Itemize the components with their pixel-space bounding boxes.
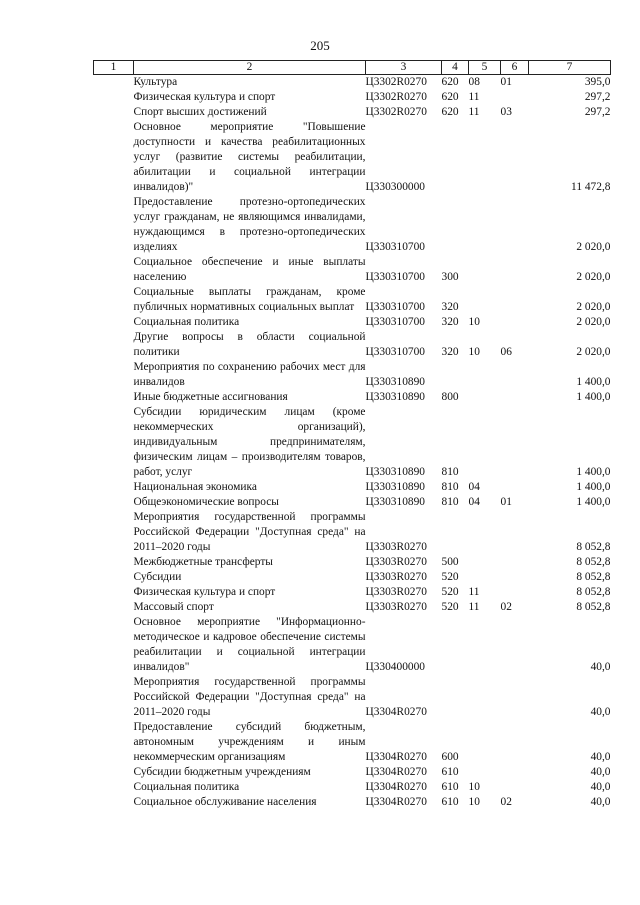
table-row xyxy=(94,585,611,600)
table-row xyxy=(94,90,611,105)
row-name: Субсидии бюджетным учреждениям xyxy=(133,766,311,778)
row-amount: 1 400,0 xyxy=(576,391,611,403)
row-amount: 2 020,0 xyxy=(576,346,611,358)
row-section: 10 xyxy=(468,796,480,808)
row-subsection xyxy=(501,390,529,405)
table-row xyxy=(94,720,611,765)
row-blank-cell xyxy=(94,585,134,600)
row-section: 04 xyxy=(468,481,480,493)
row-section xyxy=(469,255,501,285)
row-expense-type: 800 xyxy=(441,391,459,403)
table-row xyxy=(94,555,611,570)
row-amount: 40,0 xyxy=(590,706,611,718)
row-name: Социальные выплаты гражданам, кроме публичных нормативных социальных выплат xyxy=(133,286,366,313)
row-blank-cell xyxy=(94,105,134,120)
row-section xyxy=(469,765,501,780)
row-name: Социальное обслуживание населения xyxy=(133,796,317,808)
row-code: Ц330310700 xyxy=(365,316,425,328)
row-subsection: 06 xyxy=(500,346,512,358)
row-amount: 40,0 xyxy=(590,766,611,778)
table-row xyxy=(94,480,611,495)
row-name: Предоставление протезно-ортопедических услуг гражданам, не являющимся инвалидами, нуждающимся в протезно-ортопедических изделиях xyxy=(133,196,366,253)
row-amount: 1 400,0 xyxy=(576,496,611,508)
header-col-4: 4 xyxy=(442,61,469,75)
row-expense-type xyxy=(442,675,469,720)
row-code: Ц3304R0270 xyxy=(365,766,427,778)
row-name: Субсидии юридическим лицам (кроме некоммерческих организаций), индивидуальным предпринимателям, физическим лицам – производителям товаров, работ, услуг xyxy=(133,406,366,478)
header-col-7: 7 xyxy=(529,61,611,75)
row-name: Физическая культура и спорт xyxy=(133,586,276,598)
row-blank-cell xyxy=(94,780,134,795)
row-blank-cell xyxy=(94,360,134,390)
row-blank-cell xyxy=(94,120,134,195)
row-expense-type: 600 xyxy=(441,751,459,763)
row-blank-cell xyxy=(94,570,134,585)
row-code: Ц3303R0270 xyxy=(365,556,427,568)
row-code: Ц3304R0270 xyxy=(365,796,427,808)
row-subsection xyxy=(501,120,529,195)
row-expense-type xyxy=(442,615,469,675)
row-blank-cell xyxy=(94,330,134,360)
row-expense-type: 520 xyxy=(441,586,459,598)
row-subsection xyxy=(501,765,529,780)
row-section xyxy=(469,615,501,675)
row-amount: 1 400,0 xyxy=(576,376,611,388)
row-amount: 40,0 xyxy=(590,661,611,673)
row-expense-type: 320 xyxy=(441,346,459,358)
row-subsection: 02 xyxy=(500,601,512,613)
row-subsection xyxy=(501,405,529,480)
row-expense-type: 300 xyxy=(441,271,459,283)
row-blank-cell xyxy=(94,720,134,765)
table-row xyxy=(94,390,611,405)
row-name: Мероприятия государственной программы Российской Федерации "Доступная среда" на 2011–2020 годы xyxy=(133,511,366,553)
row-subsection xyxy=(501,570,529,585)
row-expense-type: 810 xyxy=(441,481,459,493)
row-code: Ц330310890 xyxy=(365,496,425,508)
row-expense-type: 620 xyxy=(441,76,459,88)
row-blank-cell xyxy=(94,615,134,675)
table-row xyxy=(94,675,611,720)
table-row xyxy=(94,330,611,360)
row-blank-cell xyxy=(94,285,134,315)
page-number: 205 xyxy=(310,38,330,53)
row-blank-cell xyxy=(94,495,134,510)
row-expense-type xyxy=(442,120,469,195)
row-subsection: 02 xyxy=(500,796,512,808)
row-subsection xyxy=(501,555,529,570)
row-name: Субсидии xyxy=(133,571,182,583)
row-name: Массовый спорт xyxy=(133,601,214,613)
row-blank-cell xyxy=(94,315,134,330)
header-col-2: 2 xyxy=(134,61,366,75)
row-amount: 8 052,8 xyxy=(576,571,611,583)
row-blank-cell xyxy=(94,390,134,405)
row-blank-cell xyxy=(94,480,134,495)
row-amount: 1 400,0 xyxy=(576,466,611,478)
row-code: Ц330310890 xyxy=(365,481,425,493)
row-blank-cell xyxy=(94,255,134,285)
row-code: Ц3304R0270 xyxy=(365,706,427,718)
table-row xyxy=(94,255,611,285)
row-code: Ц3303R0270 xyxy=(365,571,427,583)
row-code: Ц3303R0270 xyxy=(365,541,427,553)
row-subsection xyxy=(501,780,529,795)
row-subsection: 01 xyxy=(500,496,512,508)
row-subsection: 01 xyxy=(500,76,512,88)
row-amount: 2 020,0 xyxy=(576,316,611,328)
row-expense-type: 520 xyxy=(441,571,459,583)
table-row xyxy=(94,105,611,120)
row-blank-cell xyxy=(94,90,134,105)
row-name: Общеэкономические вопросы xyxy=(133,496,279,508)
row-subsection: 03 xyxy=(500,106,512,118)
row-amount: 40,0 xyxy=(590,796,611,808)
table-row xyxy=(94,765,611,780)
row-blank-cell xyxy=(94,75,134,91)
row-subsection xyxy=(501,90,529,105)
row-expense-type: 610 xyxy=(441,796,459,808)
row-amount: 395,0 xyxy=(584,76,611,88)
row-name: Другие вопросы в области социальной политики xyxy=(133,331,366,358)
row-code: Ц3303R0270 xyxy=(365,601,427,613)
row-section: 10 xyxy=(468,316,480,328)
row-expense-type: 500 xyxy=(441,556,459,568)
row-blank-cell xyxy=(94,600,134,615)
table-row xyxy=(94,795,611,810)
row-subsection xyxy=(501,285,529,315)
row-name: Мероприятия государственной программы Российской Федерации "Доступная среда" на 2011–2020 годы xyxy=(133,676,366,718)
row-blank-cell xyxy=(94,405,134,480)
row-code: Ц330310700 xyxy=(365,346,425,358)
row-subsection xyxy=(501,360,529,390)
row-section: 11 xyxy=(468,601,480,613)
row-blank-cell xyxy=(94,675,134,720)
row-code: Ц330310700 xyxy=(365,301,425,313)
row-amount: 297,2 xyxy=(584,91,611,103)
row-expense-type: 810 xyxy=(441,466,459,478)
row-name: Основное мероприятие "Повышение доступности и качества реабилитационных услуг (развитие системы реабилитации, абилитации и социальной интеграции инвалидов)" xyxy=(133,121,366,193)
row-name: Национальная экономика xyxy=(133,481,257,493)
row-expense-type: 810 xyxy=(441,496,459,508)
row-subsection xyxy=(501,315,529,330)
row-name: Социальное обеспечение и иные выплаты населению xyxy=(133,256,366,283)
row-section xyxy=(469,195,501,255)
row-section xyxy=(469,720,501,765)
header-row xyxy=(94,61,611,75)
table-row xyxy=(94,780,611,795)
table-row xyxy=(94,510,611,555)
row-amount: 297,2 xyxy=(584,106,611,118)
row-expense-type xyxy=(442,195,469,255)
row-name: Мероприятия по сохранению рабочих мест для инвалидов xyxy=(133,361,366,388)
row-subsection xyxy=(501,195,529,255)
row-blank-cell xyxy=(94,555,134,570)
row-amount: 8 052,8 xyxy=(576,586,611,598)
row-expense-type: 610 xyxy=(441,781,459,793)
row-name: Межбюджетные трансферты xyxy=(133,556,273,568)
table-body xyxy=(94,75,611,811)
table-row xyxy=(94,315,611,330)
table-row xyxy=(94,615,611,675)
row-expense-type: 620 xyxy=(441,91,459,103)
row-expense-type: 620 xyxy=(441,106,459,118)
row-amount: 8 052,8 xyxy=(576,601,611,613)
row-code: Ц3302R0270 xyxy=(365,76,427,88)
row-section xyxy=(469,120,501,195)
table-row xyxy=(94,570,611,585)
row-amount: 8 052,8 xyxy=(576,541,611,553)
row-blank-cell xyxy=(94,510,134,555)
row-code: Ц330310700 xyxy=(365,271,425,283)
row-amount: 40,0 xyxy=(590,751,611,763)
row-amount: 2 020,0 xyxy=(576,301,611,313)
row-name: Культура xyxy=(133,76,178,88)
row-amount: 1 400,0 xyxy=(576,481,611,493)
row-code: Ц3302R0270 xyxy=(365,91,427,103)
table-row xyxy=(94,195,611,255)
row-expense-type xyxy=(442,360,469,390)
row-section xyxy=(469,510,501,555)
header-col-5: 5 xyxy=(469,61,501,75)
row-name: Спорт высших достижений xyxy=(133,106,267,118)
header-col-6: 6 xyxy=(501,61,529,75)
table-row xyxy=(94,405,611,480)
row-expense-type: 520 xyxy=(441,601,459,613)
row-section xyxy=(469,405,501,480)
row-subsection xyxy=(501,675,529,720)
row-amount: 40,0 xyxy=(590,781,611,793)
table-row xyxy=(94,360,611,390)
row-section xyxy=(469,390,501,405)
row-name: Иные бюджетные ассигнования xyxy=(133,391,288,403)
row-name: Социальная политика xyxy=(133,316,240,328)
table-row xyxy=(94,495,611,510)
row-name: Предоставление субсидий бюджетным, автономным учреждениям и иным некоммерческим организациям xyxy=(133,721,366,763)
row-amount: 2 020,0 xyxy=(576,271,611,283)
row-subsection xyxy=(501,585,529,600)
row-amount: 11 472,8 xyxy=(571,181,611,193)
row-name: Физическая культура и спорт xyxy=(133,91,276,103)
row-expense-type: 320 xyxy=(441,316,459,328)
row-section: 11 xyxy=(468,91,480,103)
header-col-3: 3 xyxy=(366,61,442,75)
row-code: Ц330310890 xyxy=(365,391,425,403)
row-code: Ц3304R0270 xyxy=(365,781,427,793)
row-amount: 8 052,8 xyxy=(576,556,611,568)
row-section xyxy=(469,285,501,315)
row-section: 08 xyxy=(468,76,480,88)
row-amount: 2 020,0 xyxy=(576,241,611,253)
row-code: Ц330310890 xyxy=(365,376,425,388)
row-code: Ц3302R0270 xyxy=(365,106,427,118)
row-subsection xyxy=(501,480,529,495)
row-blank-cell xyxy=(94,195,134,255)
row-code: Ц330310890 xyxy=(365,466,425,478)
row-section xyxy=(469,555,501,570)
table-row xyxy=(94,600,611,615)
row-code: Ц3304R0270 xyxy=(365,751,427,763)
row-expense-type: 320 xyxy=(441,301,459,313)
table-row xyxy=(94,75,611,91)
row-section: 04 xyxy=(468,496,480,508)
header-col-1: 1 xyxy=(94,61,134,75)
row-subsection xyxy=(501,510,529,555)
row-name: Основное мероприятие "Информационно-методическое и кадровое обеспечение системы реабилитации и социальной интеграции инвалидов" xyxy=(133,616,366,673)
row-section xyxy=(469,570,501,585)
row-section: 10 xyxy=(468,781,480,793)
row-name: Социальная политика xyxy=(133,781,240,793)
row-subsection xyxy=(501,615,529,675)
row-expense-type: 610 xyxy=(441,766,459,778)
row-subsection xyxy=(501,255,529,285)
row-section xyxy=(469,360,501,390)
budget-table xyxy=(93,60,611,810)
row-section: 11 xyxy=(468,106,480,118)
row-subsection xyxy=(501,720,529,765)
table-row xyxy=(94,285,611,315)
row-blank-cell xyxy=(94,765,134,780)
row-expense-type xyxy=(442,510,469,555)
row-code: Ц330400000 xyxy=(365,661,425,673)
row-code: Ц330310700 xyxy=(365,241,425,253)
row-section: 10 xyxy=(468,346,480,358)
row-section xyxy=(469,675,501,720)
row-section: 11 xyxy=(468,586,480,598)
row-code: Ц3303R0270 xyxy=(365,586,427,598)
table-row xyxy=(94,120,611,195)
row-blank-cell xyxy=(94,795,134,810)
row-code: Ц330300000 xyxy=(365,181,425,193)
